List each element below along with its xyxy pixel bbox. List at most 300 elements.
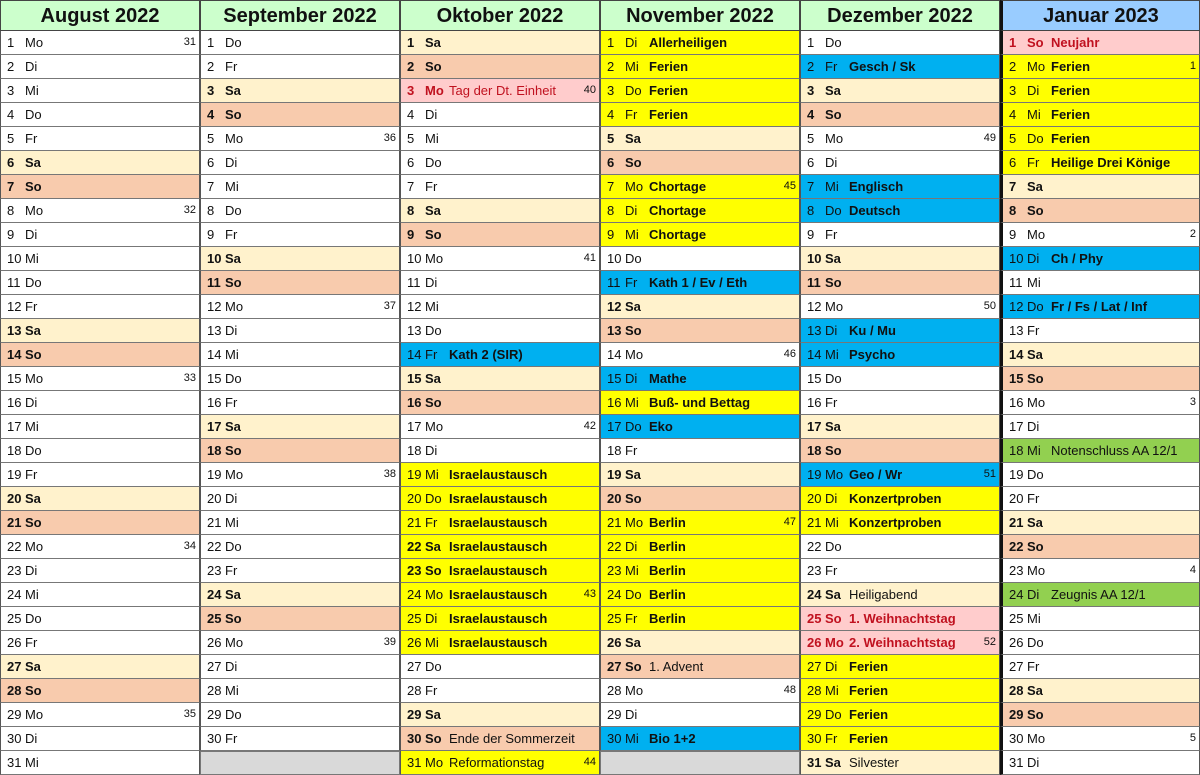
day-row[interactable] — [800, 751, 1000, 775]
day-row[interactable] — [200, 391, 400, 415]
day-row[interactable] — [1000, 487, 1200, 511]
day-number: 22 — [607, 539, 622, 554]
day-row[interactable] — [200, 55, 400, 79]
day-number: 8 — [407, 203, 415, 218]
day-row[interactable] — [600, 31, 800, 55]
day-row[interactable] — [400, 295, 600, 319]
weekday: Mo — [425, 83, 444, 98]
day-number: 2 — [1009, 59, 1017, 74]
day-row[interactable] — [1000, 727, 1200, 751]
day-row[interactable] — [0, 751, 200, 775]
weekday: Mi — [825, 347, 839, 362]
weekday: So — [625, 155, 642, 170]
day-row[interactable] — [600, 319, 800, 343]
day-row[interactable] — [0, 679, 200, 703]
day-row[interactable] — [200, 511, 400, 535]
day-row[interactable] — [200, 223, 400, 247]
day-row[interactable] — [800, 703, 1000, 727]
day-row[interactable] — [200, 175, 400, 199]
day-row[interactable] — [200, 31, 400, 55]
day-row[interactable] — [1000, 463, 1200, 487]
day-row[interactable] — [400, 727, 600, 751]
day-row[interactable] — [600, 199, 800, 223]
day-row[interactable] — [1000, 511, 1200, 535]
weekday: So — [425, 395, 442, 410]
day-row[interactable] — [1000, 439, 1200, 463]
event-label: Allerheiligen — [649, 35, 728, 50]
day-row[interactable] — [200, 295, 400, 319]
day-row[interactable] — [1000, 607, 1200, 631]
day-row[interactable] — [0, 127, 200, 151]
day-row[interactable] — [200, 487, 400, 511]
day-row[interactable] — [600, 55, 800, 79]
day-number: 3 — [807, 83, 815, 98]
weekday: Mi — [825, 179, 839, 194]
day-row[interactable] — [600, 631, 800, 655]
day-row[interactable] — [200, 679, 400, 703]
week-number: 51 — [983, 468, 996, 480]
day-row[interactable] — [0, 631, 200, 655]
day-row[interactable] — [800, 127, 1000, 151]
day-row[interactable] — [800, 415, 1000, 439]
day-number: 26 — [1009, 635, 1024, 650]
day-row[interactable] — [1000, 127, 1200, 151]
day-row[interactable] — [400, 391, 600, 415]
day-row[interactable] — [400, 247, 600, 271]
day-number: 10 — [807, 251, 822, 266]
day-row[interactable] — [200, 607, 400, 631]
event-label: Silvester — [849, 755, 899, 770]
day-row[interactable] — [1000, 199, 1200, 223]
day-row[interactable] — [400, 511, 600, 535]
event-label: Psycho — [849, 347, 896, 362]
day-row[interactable] — [800, 55, 1000, 79]
day-row[interactable] — [400, 463, 600, 487]
weekday: Fr — [225, 395, 238, 410]
day-row[interactable] — [400, 319, 600, 343]
day-row[interactable] — [400, 535, 600, 559]
day-row[interactable] — [0, 655, 200, 679]
day-row[interactable] — [0, 319, 200, 343]
day-row[interactable] — [800, 151, 1000, 175]
day-row[interactable] — [0, 487, 200, 511]
weekday: Do — [825, 539, 842, 554]
month-header: Dezember 2022 — [800, 0, 1000, 31]
weekday: Do — [1027, 635, 1044, 650]
month-header: Januar 2023 — [1000, 0, 1200, 31]
day-row[interactable] — [600, 79, 800, 103]
day-row[interactable] — [200, 415, 400, 439]
day-row[interactable] — [0, 703, 200, 727]
day-row[interactable] — [1000, 415, 1200, 439]
day-number: 14 — [1009, 347, 1024, 362]
day-row[interactable] — [800, 223, 1000, 247]
weekday: Fr — [25, 299, 38, 314]
day-row[interactable] — [400, 655, 600, 679]
day-number: 17 — [807, 419, 822, 434]
day-row[interactable] — [600, 271, 800, 295]
day-number: 25 — [607, 611, 622, 626]
weekday: So — [1027, 707, 1044, 722]
day-row[interactable] — [0, 247, 200, 271]
weekday: Do — [225, 203, 242, 218]
day-row[interactable] — [1000, 583, 1200, 607]
day-row[interactable] — [400, 175, 600, 199]
day-row[interactable] — [1000, 31, 1200, 55]
day-row[interactable] — [600, 175, 800, 199]
weekday: Di — [25, 395, 38, 410]
day-row[interactable] — [600, 127, 800, 151]
day-row[interactable] — [0, 511, 200, 535]
day-row[interactable] — [200, 319, 400, 343]
weekday: Sa — [625, 635, 641, 650]
weekday: Do — [825, 371, 842, 386]
event-label: Israelaustausch — [449, 563, 548, 578]
day-row[interactable] — [800, 319, 1000, 343]
day-row[interactable] — [200, 343, 400, 367]
day-row[interactable] — [0, 199, 200, 223]
day-row[interactable] — [1000, 631, 1200, 655]
day-row[interactable] — [0, 175, 200, 199]
day-row[interactable] — [600, 103, 800, 127]
day-row[interactable] — [400, 607, 600, 631]
day-row[interactable] — [400, 151, 600, 175]
day-row[interactable] — [1000, 247, 1200, 271]
day-row[interactable] — [400, 679, 600, 703]
day-row[interactable] — [0, 415, 200, 439]
day-row[interactable] — [800, 535, 1000, 559]
weekday: Mi — [25, 755, 39, 770]
day-number: 1 — [407, 35, 415, 50]
day-row[interactable] — [1000, 295, 1200, 319]
day-row[interactable] — [400, 631, 600, 655]
day-row[interactable] — [1000, 343, 1200, 367]
day-number: 12 — [207, 299, 222, 314]
day-row[interactable] — [1000, 679, 1200, 703]
day-row[interactable] — [200, 199, 400, 223]
weekday: So — [25, 683, 42, 698]
day-row[interactable] — [400, 583, 600, 607]
weekday: Do — [225, 371, 242, 386]
day-row[interactable] — [1000, 271, 1200, 295]
day-number: 29 — [607, 707, 622, 722]
day-row[interactable] — [800, 511, 1000, 535]
weekday: Mi — [225, 347, 239, 362]
day-row[interactable] — [600, 439, 800, 463]
day-row[interactable] — [1000, 535, 1200, 559]
day-row[interactable] — [400, 31, 600, 55]
day-number: 25 — [7, 611, 22, 626]
day-row[interactable] — [0, 559, 200, 583]
week-number: 39 — [383, 636, 396, 648]
day-row[interactable] — [1000, 367, 1200, 391]
weekday: Di — [25, 227, 38, 242]
day-row[interactable] — [1000, 703, 1200, 727]
day-row[interactable] — [200, 367, 400, 391]
day-number: 10 — [207, 251, 222, 266]
day-row[interactable] — [200, 631, 400, 655]
event-label: Berlin — [649, 563, 686, 578]
event-label: Konzertproben — [849, 491, 942, 506]
week-number: 36 — [383, 132, 396, 144]
day-number: 3 — [1009, 83, 1017, 98]
weekday: So — [425, 731, 442, 746]
weekday: So — [25, 515, 42, 530]
day-row[interactable] — [800, 439, 1000, 463]
day-row[interactable] — [200, 439, 400, 463]
day-number: 16 — [207, 395, 222, 410]
weekday: Mi — [625, 731, 639, 746]
day-row[interactable] — [800, 487, 1000, 511]
day-row[interactable] — [600, 607, 800, 631]
event-label: Ferien — [849, 707, 889, 722]
weekday: Di — [425, 275, 438, 290]
day-row[interactable] — [200, 535, 400, 559]
day-row[interactable] — [0, 103, 200, 127]
day-row[interactable] — [0, 367, 200, 391]
day-row[interactable] — [800, 295, 1000, 319]
weekday: So — [1027, 35, 1044, 50]
day-number: 17 — [207, 419, 222, 434]
day-row[interactable] — [600, 727, 800, 751]
day-row[interactable] — [0, 295, 200, 319]
day-row[interactable] — [400, 223, 600, 247]
day-row[interactable] — [800, 727, 1000, 751]
event-label: Eko — [649, 419, 673, 434]
day-row[interactable] — [0, 463, 200, 487]
day-row[interactable] — [400, 127, 600, 151]
day-number: 4 — [207, 107, 215, 122]
day-number: 8 — [1009, 203, 1017, 218]
day-row[interactable] — [200, 703, 400, 727]
weekday: Sa — [25, 659, 41, 674]
day-row[interactable] — [0, 535, 200, 559]
day-number: 27 — [407, 659, 422, 674]
weekday: Do — [425, 491, 442, 506]
day-row[interactable] — [800, 391, 1000, 415]
week-number: 50 — [983, 300, 996, 312]
day-row[interactable] — [800, 655, 1000, 679]
day-row[interactable] — [200, 559, 400, 583]
event-label: Ku / Mu — [849, 323, 896, 338]
day-number: 11 — [807, 275, 821, 290]
weekday: Do — [225, 35, 242, 50]
day-row[interactable] — [200, 103, 400, 127]
day-number: 3 — [207, 83, 215, 98]
day-row[interactable] — [0, 55, 200, 79]
weekday: Di — [1027, 419, 1040, 434]
weekday: Sa — [225, 419, 241, 434]
day-row[interactable] — [0, 31, 200, 55]
day-row[interactable] — [200, 583, 400, 607]
day-row[interactable] — [600, 223, 800, 247]
day-row[interactable] — [1000, 319, 1200, 343]
day-row[interactable] — [0, 271, 200, 295]
day-row[interactable] — [600, 343, 800, 367]
week-number: 52 — [983, 636, 996, 648]
week-number: 34 — [183, 540, 196, 552]
day-number: 7 — [407, 179, 415, 194]
day-row[interactable] — [400, 367, 600, 391]
weekday: Fr — [225, 59, 238, 74]
weekday: Fr — [1027, 659, 1040, 674]
weekday: Sa — [225, 587, 241, 602]
day-row[interactable] — [1000, 175, 1200, 199]
day-row[interactable] — [600, 247, 800, 271]
weekday: Di — [825, 323, 838, 338]
day-number: 2 — [207, 59, 215, 74]
day-row[interactable] — [600, 655, 800, 679]
event-label: 1. Advent — [649, 659, 704, 674]
day-number: 6 — [7, 155, 15, 170]
day-row[interactable] — [800, 31, 1000, 55]
weekday: Do — [1027, 467, 1044, 482]
weekday: Do — [625, 251, 642, 266]
day-row[interactable] — [0, 391, 200, 415]
day-row[interactable] — [600, 511, 800, 535]
day-row[interactable] — [600, 367, 800, 391]
weekday: Do — [625, 419, 642, 434]
empty-cell — [200, 751, 400, 775]
day-number: 27 — [607, 659, 622, 674]
weekday: Sa — [425, 707, 441, 722]
day-row[interactable] — [0, 439, 200, 463]
day-number: 31 — [407, 755, 422, 770]
day-row[interactable] — [400, 79, 600, 103]
day-row[interactable] — [400, 55, 600, 79]
day-row[interactable] — [800, 103, 1000, 127]
day-row[interactable] — [600, 487, 800, 511]
day-row[interactable] — [800, 559, 1000, 583]
day-row[interactable] — [800, 367, 1000, 391]
day-row[interactable] — [400, 487, 600, 511]
day-number: 12 — [1009, 299, 1024, 314]
day-number: 28 — [807, 683, 822, 698]
day-number: 19 — [207, 467, 222, 482]
day-row[interactable] — [400, 703, 600, 727]
day-row[interactable] — [600, 415, 800, 439]
day-row[interactable] — [0, 607, 200, 631]
day-row[interactable] — [200, 151, 400, 175]
day-number: 16 — [7, 395, 22, 410]
day-row[interactable] — [800, 343, 1000, 367]
day-number: 23 — [207, 563, 222, 578]
day-row[interactable] — [1000, 103, 1200, 127]
day-row[interactable] — [400, 751, 600, 775]
day-row[interactable] — [200, 655, 400, 679]
week-number: 4 — [1189, 564, 1196, 576]
day-row[interactable] — [400, 559, 600, 583]
event-label: Ch / Phy — [1051, 251, 1104, 266]
month-column — [800, 0, 1000, 773]
day-number: 23 — [607, 563, 622, 578]
day-row[interactable] — [400, 415, 600, 439]
day-row[interactable] — [1000, 391, 1200, 415]
day-row[interactable] — [1000, 751, 1200, 775]
day-number: 27 — [207, 659, 222, 674]
day-row[interactable] — [800, 607, 1000, 631]
day-row[interactable] — [800, 79, 1000, 103]
day-row[interactable] — [1000, 655, 1200, 679]
day-row[interactable] — [0, 151, 200, 175]
day-row[interactable] — [600, 151, 800, 175]
day-row[interactable] — [0, 223, 200, 247]
day-row[interactable] — [600, 703, 800, 727]
weekday: Sa — [1027, 347, 1043, 362]
day-row[interactable] — [1000, 151, 1200, 175]
day-row[interactable] — [800, 247, 1000, 271]
day-number: 1 — [207, 35, 215, 50]
day-row[interactable] — [1000, 223, 1200, 247]
day-row[interactable] — [600, 391, 800, 415]
day-number: 7 — [207, 179, 215, 194]
day-row[interactable] — [0, 343, 200, 367]
day-number: 5 — [207, 131, 215, 146]
event-label: Ferien — [849, 683, 889, 698]
day-row[interactable] — [400, 103, 600, 127]
day-row[interactable] — [1000, 55, 1200, 79]
day-row[interactable] — [800, 463, 1000, 487]
day-row[interactable] — [400, 343, 600, 367]
weekday: Di — [425, 107, 438, 122]
day-row[interactable] — [800, 583, 1000, 607]
day-number: 5 — [407, 131, 415, 146]
day-row[interactable] — [0, 727, 200, 751]
day-row[interactable] — [200, 463, 400, 487]
day-row[interactable] — [200, 247, 400, 271]
day-number: 23 — [1009, 563, 1024, 578]
day-row[interactable] — [200, 271, 400, 295]
day-row[interactable] — [200, 127, 400, 151]
day-row[interactable] — [600, 535, 800, 559]
day-row[interactable] — [1000, 559, 1200, 583]
day-row[interactable] — [600, 583, 800, 607]
day-row[interactable] — [600, 463, 800, 487]
day-row[interactable] — [200, 727, 400, 751]
weekday: Di — [625, 203, 638, 218]
day-number: 10 — [7, 251, 22, 266]
day-row[interactable] — [800, 631, 1000, 655]
day-row[interactable] — [400, 439, 600, 463]
day-row[interactable] — [400, 199, 600, 223]
day-number: 31 — [7, 755, 22, 770]
day-number: 22 — [7, 539, 22, 554]
day-number: 14 — [7, 347, 22, 362]
day-row[interactable] — [0, 79, 200, 103]
day-number: 28 — [7, 683, 22, 698]
day-row[interactable] — [600, 295, 800, 319]
day-row[interactable] — [400, 271, 600, 295]
weekday: Mi — [25, 83, 39, 98]
day-number: 12 — [807, 299, 822, 314]
day-row[interactable] — [1000, 79, 1200, 103]
day-row[interactable] — [800, 271, 1000, 295]
day-row[interactable] — [600, 679, 800, 703]
day-row[interactable] — [0, 583, 200, 607]
weekday: Di — [425, 611, 438, 626]
day-row[interactable] — [800, 175, 1000, 199]
day-row[interactable] — [200, 79, 400, 103]
day-number: 22 — [1009, 539, 1024, 554]
weekday: So — [1027, 203, 1044, 218]
day-number: 3 — [407, 83, 415, 98]
event-label: Kath 1 / Ev / Eth — [649, 275, 748, 290]
day-row[interactable] — [800, 199, 1000, 223]
weekday: Di — [225, 659, 238, 674]
event-label: Berlin — [649, 515, 686, 530]
day-row[interactable] — [600, 559, 800, 583]
day-row[interactable] — [800, 679, 1000, 703]
